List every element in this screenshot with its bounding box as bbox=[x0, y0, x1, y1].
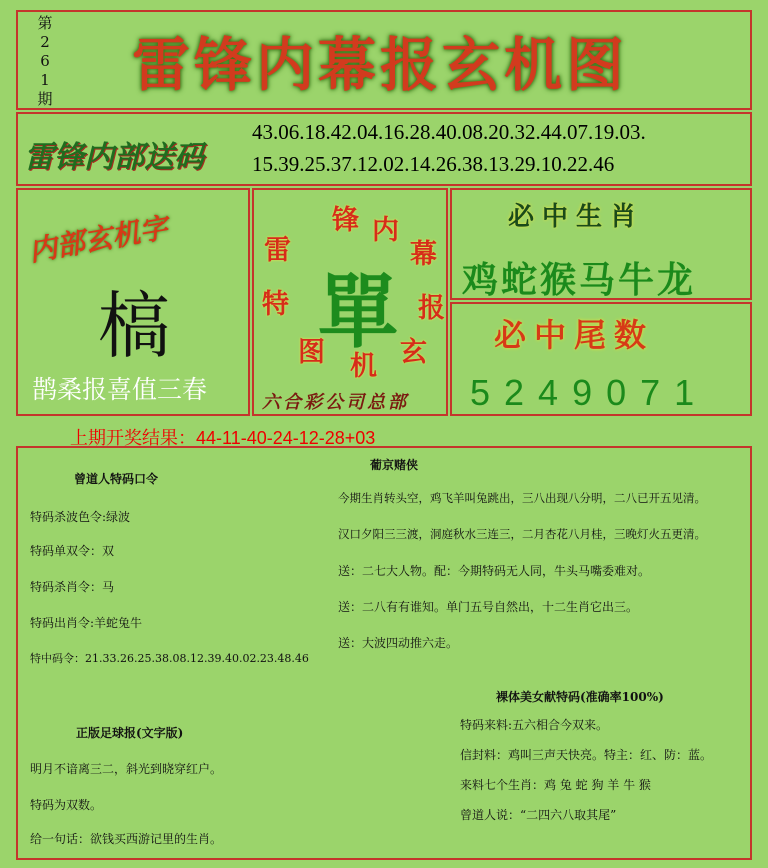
ring-char: 雷 bbox=[264, 235, 291, 266]
right-line-2: 来料七个生肖：鸡 兔 蛇 狗 羊 牛 猴 bbox=[460, 778, 651, 792]
ring-char: 特 bbox=[262, 289, 289, 320]
zodiac-value: 鸡蛇猴马牛龙 bbox=[462, 259, 697, 301]
secret-char-verse: 鹊桑报喜值三春 bbox=[32, 375, 208, 404]
ring-char: 机 bbox=[350, 351, 377, 382]
selection-line-1: 43.06.18.42.04.16.28.40.08.20.32.44.07.19.03. bbox=[252, 120, 646, 144]
last-result: 上期开奖结果：44-11-40-24-12-28+03 bbox=[70, 428, 376, 448]
right-line: 送：大波四动推六走。 bbox=[338, 636, 459, 650]
right-heading-2: 裸体美女献特码(准确率100%) bbox=[496, 690, 664, 704]
left-line: 特码出肖令:羊蛇兔牛 bbox=[30, 616, 143, 630]
page-title: 雷锋内幕报玄机图 bbox=[131, 31, 628, 99]
left-line: 特码杀波色令:绿波 bbox=[30, 510, 131, 524]
right-line: 送：二七大人物。配：今期特码无人同，牛头马嘴委难对。 bbox=[338, 564, 651, 578]
selection-line-2: 15.39.25.37.12.02.14.26.38.13.29.10.22.46 bbox=[252, 152, 615, 176]
left-line-2: 特码为双数。 bbox=[30, 798, 103, 812]
left-line: 特码单双令：双 bbox=[30, 544, 115, 558]
ring-char: 玄 bbox=[400, 337, 427, 368]
ring-char: 报 bbox=[418, 293, 445, 324]
right-line-2: 曾道人说：“二四六八取其尾” bbox=[460, 808, 617, 822]
left-heading-2: 正版足球报(文字版) bbox=[76, 726, 184, 740]
ring-char: 内 bbox=[372, 215, 399, 246]
selection-label: 雷锋内部送码 bbox=[24, 140, 204, 175]
ring-char: 幕 bbox=[410, 239, 437, 270]
ring-char: 图 bbox=[298, 337, 325, 368]
right-line: 今期生肖转头空，鸡飞羊叫兔跳出，三八出现八分明，二八已开五见清。 bbox=[338, 491, 706, 505]
right-heading: 葡京赌侠 bbox=[370, 458, 419, 472]
center-footer: 六合彩公司总部 bbox=[262, 392, 409, 413]
left-heading: 曾道人特码口令 bbox=[74, 472, 159, 486]
zodiac-label: 必中生肖 bbox=[508, 202, 645, 232]
left-line: 特中码令：21.33.26.25.38.08.12.39.40.02.23.48.46 bbox=[30, 652, 309, 665]
right-line: 汉口夕阳三三渡，洞庭秋水三连三，二月杏花八月桂，三晚灯火五更清。 bbox=[338, 527, 706, 541]
secret-char-label: 内部玄机字 bbox=[26, 211, 171, 268]
right-line: 送：二八有有谁知。单门五号自然出，十二生肖它出三。 bbox=[338, 600, 639, 614]
left-line-2: 给一句话：欲钱买西游记里的生肖。 bbox=[30, 832, 223, 846]
left-line-2: 明月不谙离三二，斜光到晓穿红户。 bbox=[30, 762, 223, 776]
ring-char: 锋 bbox=[332, 205, 359, 236]
tail-label: 必中尾数 bbox=[494, 316, 655, 354]
secret-char: 槁 bbox=[98, 284, 171, 368]
right-line-2: 特码来料:五六相合今双来。 bbox=[460, 718, 609, 732]
tail-digits: 5249071 bbox=[470, 372, 709, 413]
left-line: 特码杀肖令：马 bbox=[30, 580, 115, 594]
right-line-2: 信封料：鸡叫三声天快亮。特主：红、防：蓝。 bbox=[460, 748, 713, 762]
issue-label: 第 2 6 1 期 bbox=[37, 14, 53, 108]
center-main-char: 單 bbox=[318, 265, 398, 359]
